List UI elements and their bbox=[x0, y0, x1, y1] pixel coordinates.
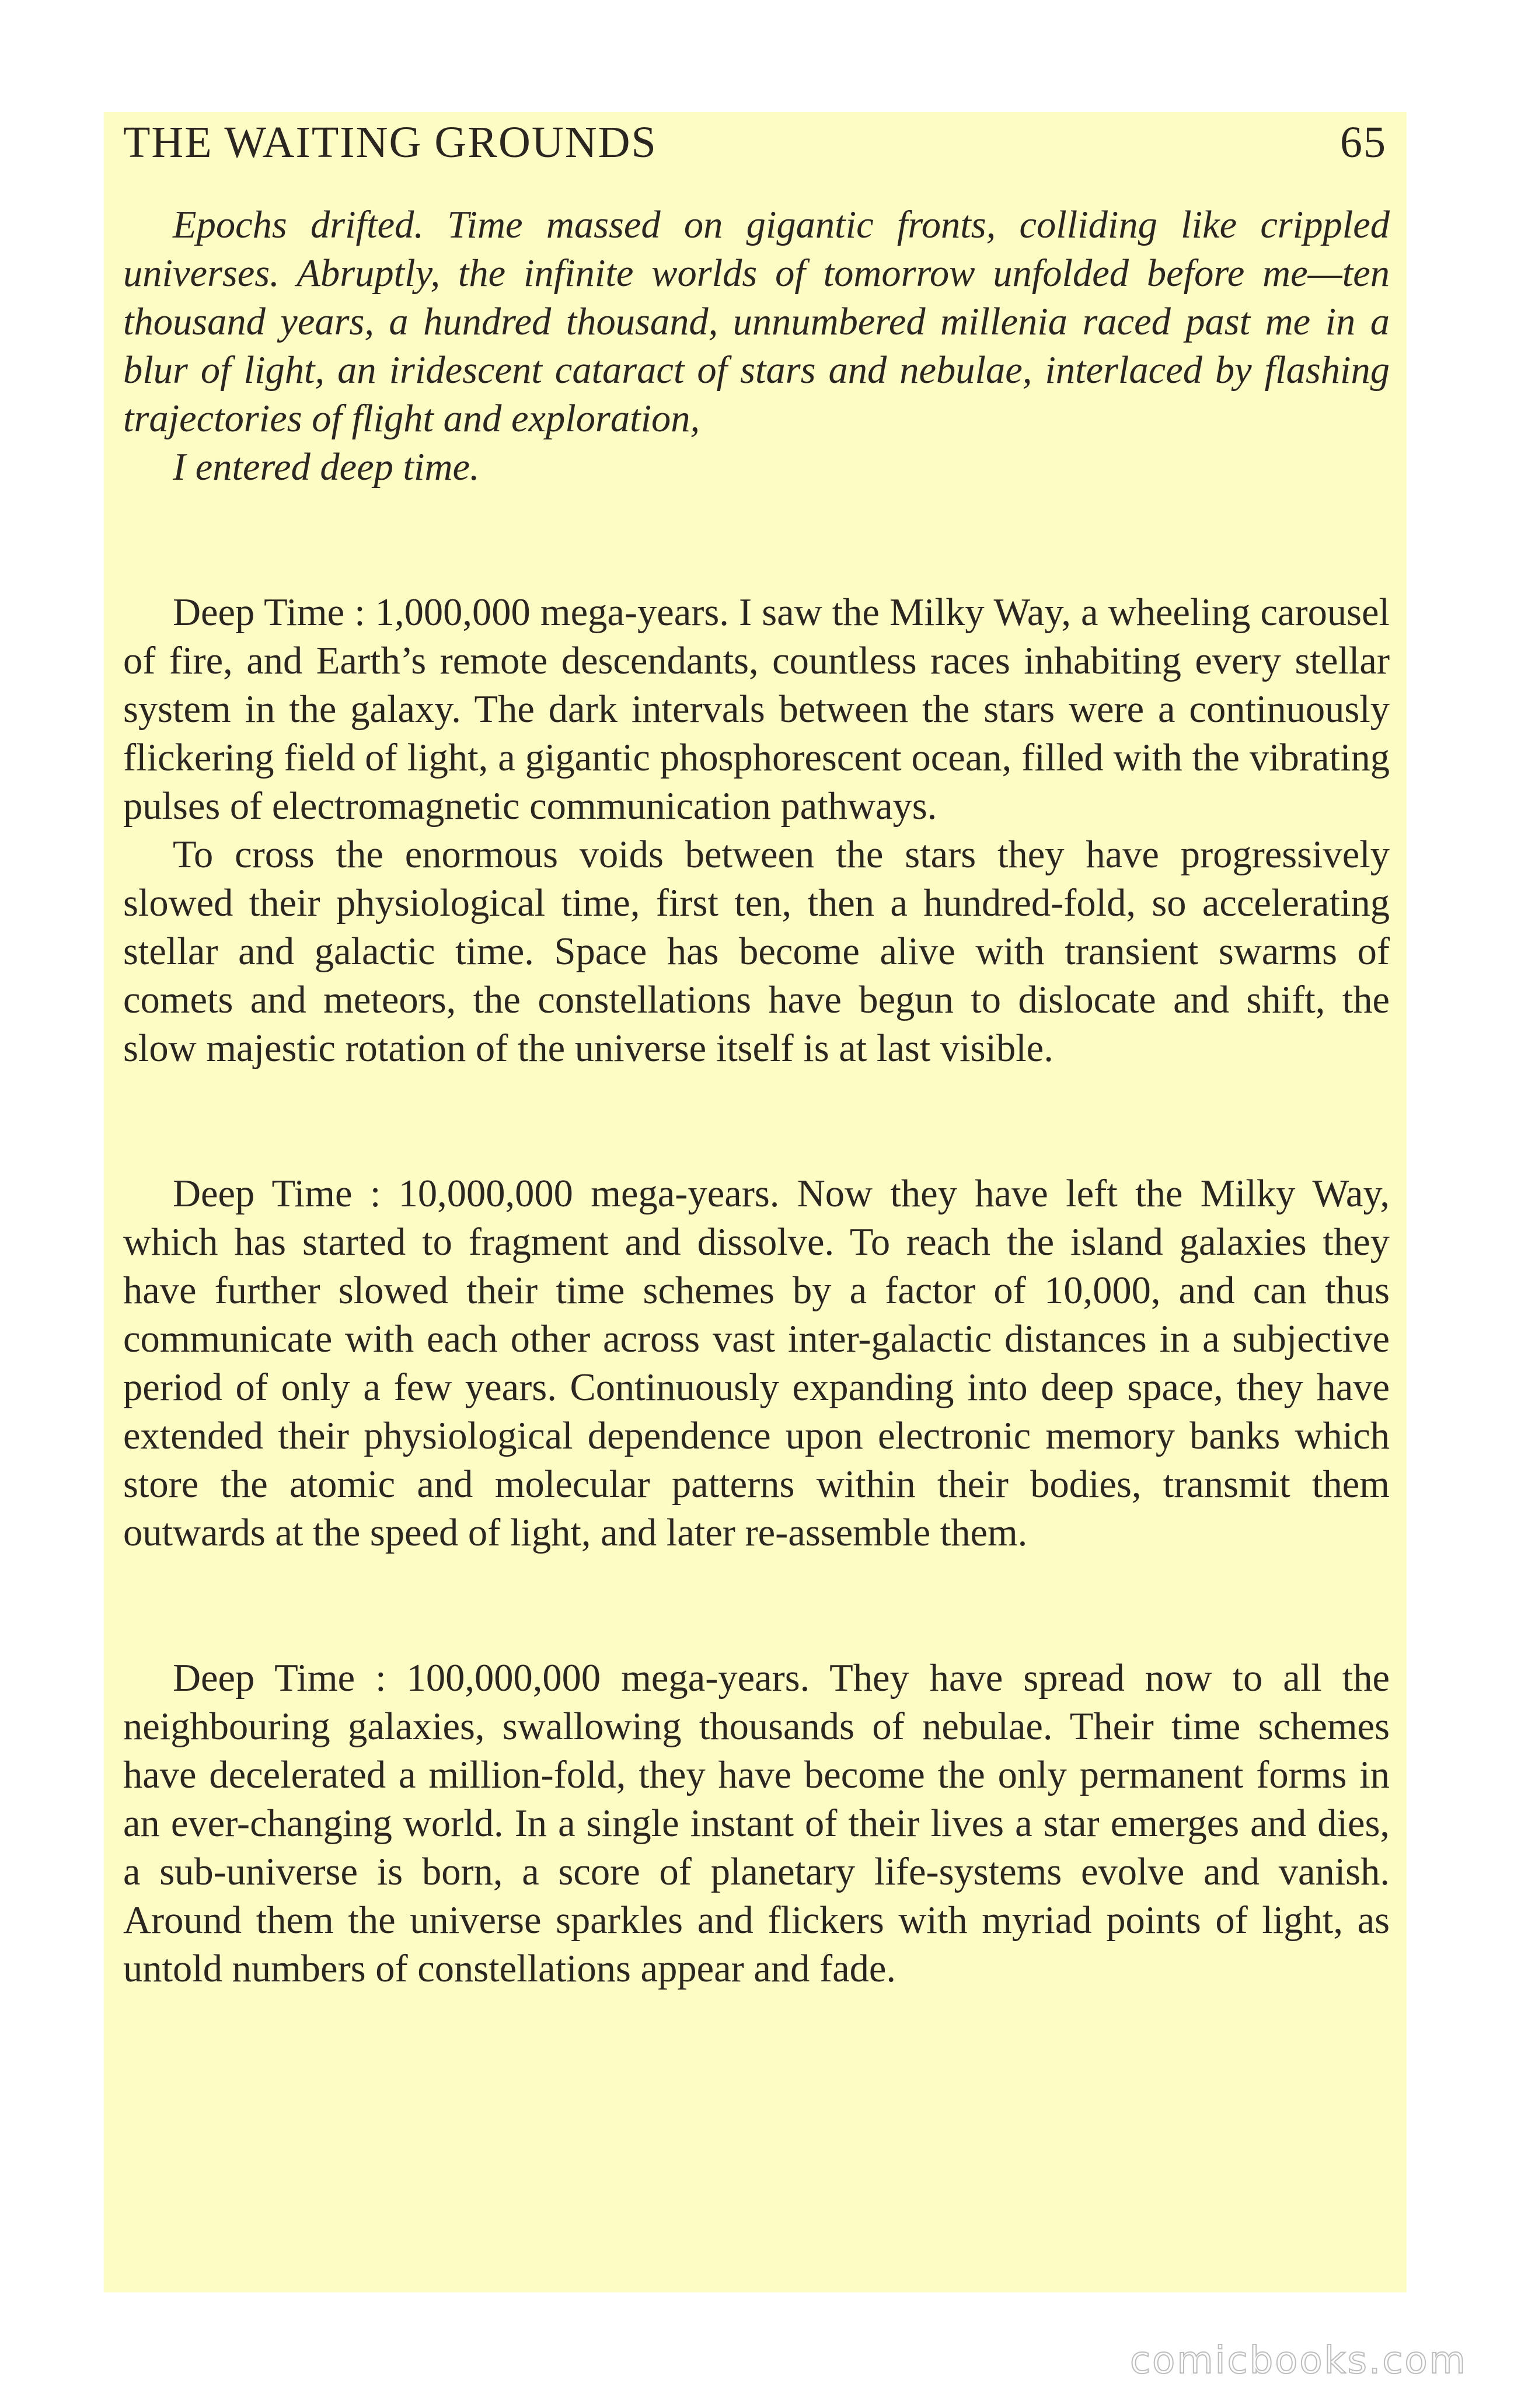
section-break bbox=[123, 1073, 1390, 1170]
running-head bbox=[123, 119, 1387, 166]
paragraph: Deep Time : 10,000,000 mega-years. Now they have left the Milky Way, which has started to fragment and dissolve. To reach the island galaxies they have further slowed their time schemes by a factor of 10,000, and can thus communicate with each other across vast inter-galactic distances in a subjective period of only a few years. Continuously expanding into deep space, they have extended their physiological dependence upon electronic memory banks which store the atomic and molecular patterns within their bodies, transmit them outwards at the speed of light, and later re-assemble them. bbox=[123, 1172, 1390, 1554]
paragraph: Deep Time : 1,000,000 mega-years. I saw the Milky Way, a wheeling carousel of fire, and Earth’s remote descendants, countless races inhabiting every stellar system in the galaxy. The dark intervals between the stars were a continuously flickering field of light, a gigantic phosphorescent ocean, filled with the vibrating pulses of electromagnetic communication pathways. bbox=[123, 591, 1390, 828]
body-text bbox=[123, 201, 1390, 1993]
paragraph: Deep Time : 100,000,000 mega-years. They have spread now to all the neighbouring galaxies, swallowing thousands of nebulae. Their time schemes have decelerated a million-fold, they have become the only permanent forms in an ever-changing world. In a single instant of their lives a star emerges and dies, a sub-universe is born, a score of planetary life-systems evolve and vanish. Around them the universe sparkles and flickers with myriad points of light, as untold numbers of constellations appear and fade. bbox=[123, 1657, 1390, 1990]
page-number: 65 bbox=[1340, 118, 1387, 167]
paragraph: To cross the enormous voids between the stars they have progressively slowed their physiological time, first ten, then a hundred-fold, so accelerating stellar and galactic time. Space has become alive with transient swarms of comets and meteors, the constellations have begun to dislocate and shift, the slow majestic rotation of the universe itself is at last visible. bbox=[123, 833, 1390, 1070]
italic-paragraph: Epochs drifted. Time massed on gigantic fronts, colliding like crippled universes. Abruptly, the infinite worlds of tomorrow unfolded before me—ten thousand years, a hundred thousand, unnumbered millenia raced past me in a blur of light, an iridescent cataract of stars and nebulae, interlaced by flashing trajectories of flight and exploration, bbox=[123, 204, 1390, 440]
italic-closing-line: I entered deep time. bbox=[173, 446, 480, 488]
chapter-title: THE WAITING GROUNDS bbox=[123, 118, 657, 167]
section-break bbox=[123, 1557, 1390, 1654]
section-break bbox=[123, 491, 1390, 588]
watermark: comicbooks.com bbox=[1129, 2339, 1467, 2382]
book-page bbox=[104, 112, 1407, 2292]
